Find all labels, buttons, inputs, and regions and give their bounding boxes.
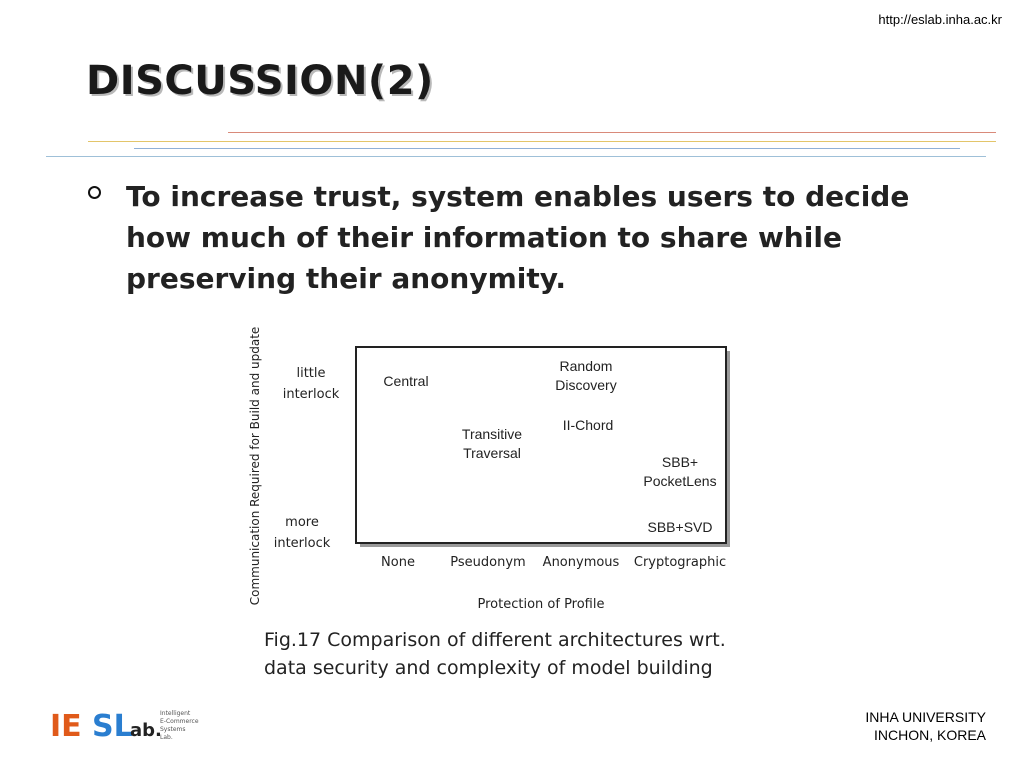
y-axis-label: Communication Required for Build and update [248, 326, 262, 606]
item-sbb-svd: SBB+SVD [647, 519, 713, 535]
y-level-top-line2: interlock [282, 387, 340, 402]
caption-line-1: Fig.17 Comparison of different architectures wrt. [264, 629, 726, 651]
item-sbb-pocketlens-line2: PocketLens [643, 473, 717, 489]
footer-institution [865, 708, 986, 744]
logo-letter-sl: SL [92, 709, 133, 744]
item-central: Central [383, 373, 429, 389]
y-level-bottom-line2: interlock [273, 536, 331, 551]
item-random-line2: Discovery [555, 377, 617, 393]
item-sbb-pocketlens-line1: SBB+ [661, 454, 699, 470]
svg-text:E-Commerce: E-Commerce [160, 718, 199, 725]
footer-line-1: INHA UNIVERSITY [865, 709, 986, 725]
x-category-cryptographic: Cryptographic [633, 555, 727, 570]
svg-text:Intelligent: Intelligent [160, 710, 191, 717]
caption-line-2: data security and complexity of model building [264, 657, 713, 679]
logo-text-ab: ab. [130, 720, 162, 741]
architecture-comparison-figure [236, 318, 736, 620]
figure-caption [264, 626, 726, 682]
logo-letter-ie: IE [50, 709, 82, 744]
y-level-bottom-line1: more [285, 515, 319, 530]
footer-line-2: INCHON, KOREA [873, 727, 986, 743]
item-ii-chord: II-Chord [562, 417, 614, 433]
bullet-circle-icon [88, 186, 101, 199]
item-transitive-line2: Traversal [463, 445, 521, 461]
slide-title: DISCUSSION(2) [86, 58, 434, 104]
item-random-line1: Random [559, 358, 613, 374]
svg-text:Lab.: Lab. [160, 734, 173, 741]
svg-text:Systems: Systems [160, 726, 186, 733]
x-category-pseudonym: Pseudonym [450, 555, 526, 570]
bullet-text: To increase trust, system enables users to decide how much of their information to share while preserving their anonymity. [126, 180, 910, 295]
site-url: http://eslab.inha.ac.kr [878, 12, 1002, 27]
y-level-top-line1: little [296, 366, 326, 381]
x-axis-label: Protection of Profile [477, 597, 605, 612]
x-category-none: None [381, 555, 415, 570]
x-category-anonymous: Anonymous [542, 555, 620, 570]
item-transitive-line1: Transitive [461, 426, 523, 442]
ieslab-logo [50, 704, 220, 744]
bullet-item [88, 176, 948, 299]
